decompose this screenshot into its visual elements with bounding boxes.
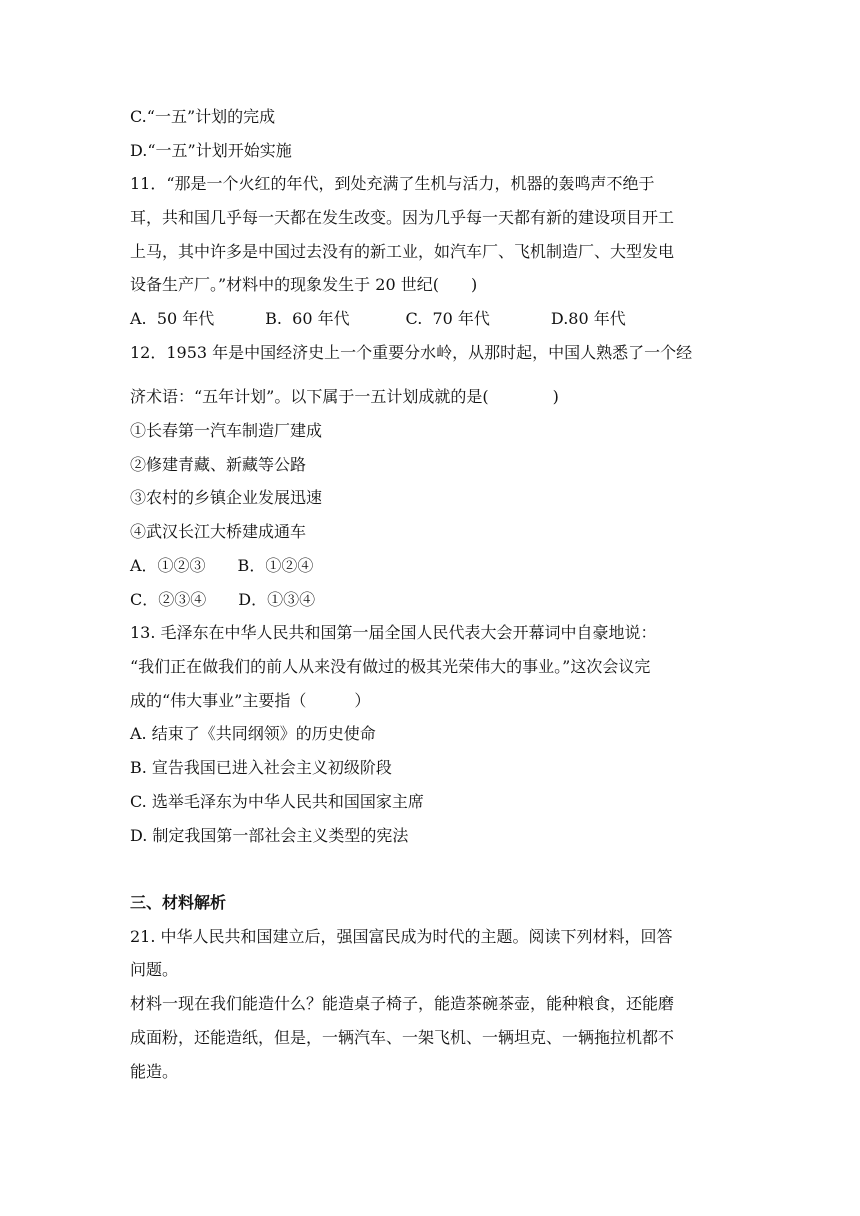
question-11-line-3: 上马，其中许多是中国过去没有的新工业，如汽车厂、飞机制造厂、大型发电	[130, 242, 675, 261]
question-12-options-cd: C．②③④ D．①③④	[130, 590, 316, 609]
question-13-option-d: D. 制定我国第一部社会主义类型的宪法	[130, 826, 409, 845]
question-12-item-4: ④武汉长江大桥建成通车	[130, 522, 307, 541]
question-12-item-2: ②修建青藏、新藏等公路	[130, 455, 307, 474]
option-c-q10: C.“一五”计划的完成	[130, 107, 276, 126]
question-12-line-1: 12．1953 年是中国经济史上一个重要分水岭，从那时起，中国人熟悉了一个经	[130, 343, 693, 362]
material-1-line-1: 材料一现在我们能造什么？能造桌子椅子，能造茶碗茶壶，能种粮食，还能磨	[130, 994, 675, 1013]
question-12-options-ab: A．①②③ B．①②④	[130, 556, 314, 575]
material-1-line-2: 成面粉，还能造纸，但是，一辆汽车、一架飞机、一辆坦克、一辆拖拉机都不	[130, 1028, 675, 1047]
question-11-line-1: 11．“那是一个火红的年代，到处充满了生机与活力，机器的轰鸣声不绝于	[130, 174, 655, 193]
question-13-line-3: 成的“伟大事业”主要指（ ）	[130, 691, 371, 710]
question-12-item-1: ①长春第一汽车制造厂建成	[130, 421, 323, 440]
question-13-option-c: C. 选举毛泽东为中华人民共和国国家主席	[130, 792, 424, 811]
question-13-line-1: 13. 毛泽东在中华人民共和国第一届全国人民代表大会开幕词中自豪地说：	[130, 623, 657, 642]
question-11-options: A. 50 年代 B. 60 年代 C. 70 年代 D.80 年代	[130, 309, 626, 328]
question-11-line-2: 耳，共和国几乎每一天都在发生改变。因为几乎每一天都有新的建设项目开工	[130, 208, 675, 227]
question-13-line-2: “我们正在做我们的前人从来没有做过的极其光荣伟大的事业。”这次会议完	[130, 657, 651, 676]
question-12-item-3: ③农村的乡镇企业发展迅速	[130, 488, 323, 507]
option-d-q10: D.“一五”计划开始实施	[130, 141, 292, 160]
question-13-option-a: A. 结束了《共同纲领》的历史使命	[130, 724, 376, 743]
question-21-line-1: 21. 中华人民共和国建立后，强国富民成为时代的主题。阅读下列材料，回答	[130, 927, 673, 946]
question-21-line-2: 问题。	[130, 960, 179, 979]
question-13-option-b: B. 宣告我国已进入社会主义初级阶段	[130, 758, 392, 777]
question-11-line-4: 设备生产厂。”材料中的现象发生于 20 世纪( )	[130, 275, 478, 294]
material-1-line-3: 能造。	[130, 1062, 179, 1081]
section-heading: 三、材料解析	[130, 893, 227, 912]
question-12-line-2: 济术语：“五年计划”。以下属于一五计划成就的是( )	[130, 387, 559, 406]
